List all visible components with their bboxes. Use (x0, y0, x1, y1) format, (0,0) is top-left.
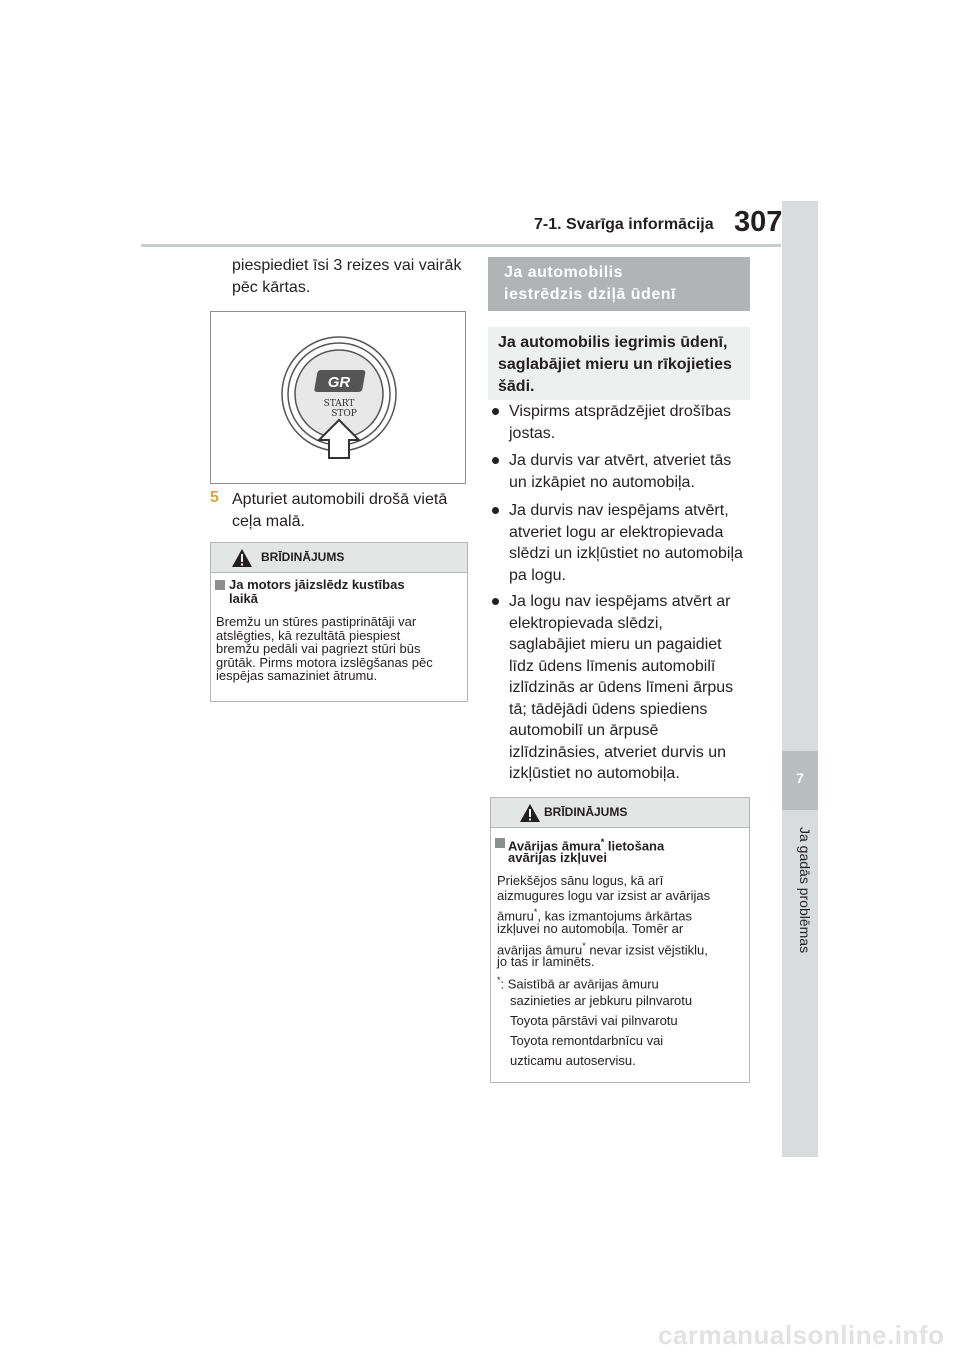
footnote-line: uzticamu autoservisu. (510, 1053, 636, 1068)
warning-box-engine (210, 542, 468, 702)
warning-header (491, 798, 749, 828)
bullet-line: Ja durvis var atvērt, atveriet tās (509, 452, 732, 469)
bullet-line: automobilī un ārpusē (509, 722, 659, 739)
bullet-line: pa logu. (509, 566, 566, 584)
warning-header (211, 543, 467, 573)
chapter-side-tab (782, 201, 818, 1157)
subheading-text: lietošana (604, 838, 665, 854)
intro-line: Ja automobilis iegrimis ūdenī, (498, 334, 728, 351)
start-stop-button-illustration (211, 312, 465, 483)
footnote-mark: * (582, 941, 586, 951)
warning-heading: BRĪDINĀJUMS (544, 805, 628, 819)
step-number: 5 (210, 489, 219, 506)
section-heading-line2: iestrēdzis dziļā ūdenī (504, 286, 676, 303)
bullet-dot-icon (492, 598, 499, 605)
footnote-line (497, 974, 659, 991)
bullet-dot-icon (492, 507, 499, 514)
footnote-text: : Saistībā ar avārijas āmuru (500, 976, 659, 992)
warning-triangle-icon (519, 803, 541, 823)
start-label: START (323, 399, 355, 409)
stop-label: STOP (331, 409, 357, 419)
warning-box-hammer (490, 797, 750, 1083)
warning-body-line: iespējas samaziniet ātrumu. (216, 668, 378, 683)
warning-subheading-line2: laikā (229, 591, 258, 606)
bullet-dot-icon (492, 408, 499, 415)
warning-body-line: atslēgties, kā rezultātā piespiest (216, 627, 401, 643)
warning-subheading-line2: avārijas izkļuvei (508, 850, 608, 865)
bullet-line: tā; tādējādi ūdens spiediens (509, 700, 708, 718)
warning-body-line: Bremžu un stūres pastiprinātāji var (216, 614, 417, 629)
bullet-line: Ja durvis nav iespējams atvērt, (509, 502, 729, 519)
bullet-line: izlīdzināsies, atveriet durvis un (509, 743, 726, 761)
footnote-mark: * (533, 907, 538, 917)
section-heading-line1: Ja automobilis (504, 264, 624, 281)
warning-triangle-icon (231, 548, 253, 568)
header-rule (141, 244, 781, 247)
warning-subheading-marker (215, 580, 225, 590)
warning-subheading-marker (495, 838, 505, 848)
intro-text (498, 332, 748, 398)
footnote-line: sazinieties ar jebkuru pilnvarotu (510, 993, 693, 1008)
chapter-title: Ja gadās problēmas (797, 826, 813, 954)
bullet-item (509, 591, 749, 785)
bullet-line: un izkāpiet no automobiļa. (509, 473, 695, 491)
warning-body-line: Priekšējos sānu logus, kā arī (497, 873, 664, 888)
chapter-number: 7 (796, 770, 804, 786)
warning-body-line: aizmugures logu var izsist ar avārijas (497, 888, 711, 903)
bullet-line: atveriet logu ar elektropievada (509, 523, 724, 541)
start-stop-figure (210, 311, 466, 484)
footnote-line: Toyota remontdarbnīcu vai (510, 1033, 664, 1048)
gr-logo-text: GR (327, 374, 351, 391)
section-heading-box (488, 257, 750, 311)
warning-body-line: izkļuvei no automobiļa. Tomēr ar (497, 921, 684, 936)
bullet-line: elektropievada slēdzi, (509, 614, 663, 632)
bullet-line: izlīdzinās ar ūdens līmeni ārpus (509, 679, 734, 696)
body-text: āmuru (497, 908, 534, 924)
bullet-dot-icon (492, 457, 499, 464)
step-continuation-text: piespiediet īsi 3 reizes vai vairāk pēc kārtas. (232, 257, 462, 296)
warning-subheading-line1: Ja motors jāizslēdz kustības (229, 577, 405, 592)
bullet-line: saglabājiet mieru un pagaidiet (509, 636, 722, 653)
warning-heading: BRĪDINĀJUMS (261, 550, 345, 564)
subheading-text: Avārijas āmura (508, 838, 601, 854)
intro-box (488, 327, 750, 400)
body-text: nevar izsist vējstiklu, (585, 942, 708, 958)
step-text: Apturiet automobili drošā vietā ceļa malā. (232, 491, 448, 530)
bullet-item (509, 401, 749, 444)
footnote-mark: * (600, 837, 605, 847)
body-text: avārijas āmuru (497, 942, 583, 958)
footnote-mark: * (497, 975, 501, 985)
warning-body-line: jo tas ir laminēts. (497, 954, 595, 969)
bullet-line: Vispirms atsprādzējiet drošības (509, 403, 732, 420)
footnote-line: Toyota pārstāvi vai pilnvarotu (510, 1013, 678, 1028)
intro-line: saglabājiet mieru un rīkojieties (498, 356, 732, 373)
section-title: 7-1. Svarīga informācija (534, 216, 714, 233)
bullet-line: jostas. (509, 424, 556, 442)
body-text: , kas izmantojums ārkārtas (537, 908, 692, 924)
warning-body-line: bremžu pedāli vai pagriezt stūri būs (216, 641, 421, 656)
watermark: carmanualsonline.info (658, 1320, 945, 1350)
bullet-item (509, 450, 749, 493)
section-heading (504, 262, 744, 306)
warning-body-line: grūtāk. Pirms motora izslēgšanas pēc (216, 654, 433, 670)
bullet-line: slēdzi un izkļūstiet no automobiļa (509, 545, 743, 562)
bullet-line: izkļūstiet no automobiļa. (509, 765, 680, 782)
bullet-item (509, 500, 749, 586)
page-number: 307 (734, 206, 783, 238)
bullet-line: Ja logu nav iespējams atvērt ar (509, 593, 731, 610)
bullet-line: līdz ūdens līmenis automobilī (509, 657, 716, 675)
intro-line: šādi. (498, 378, 535, 395)
